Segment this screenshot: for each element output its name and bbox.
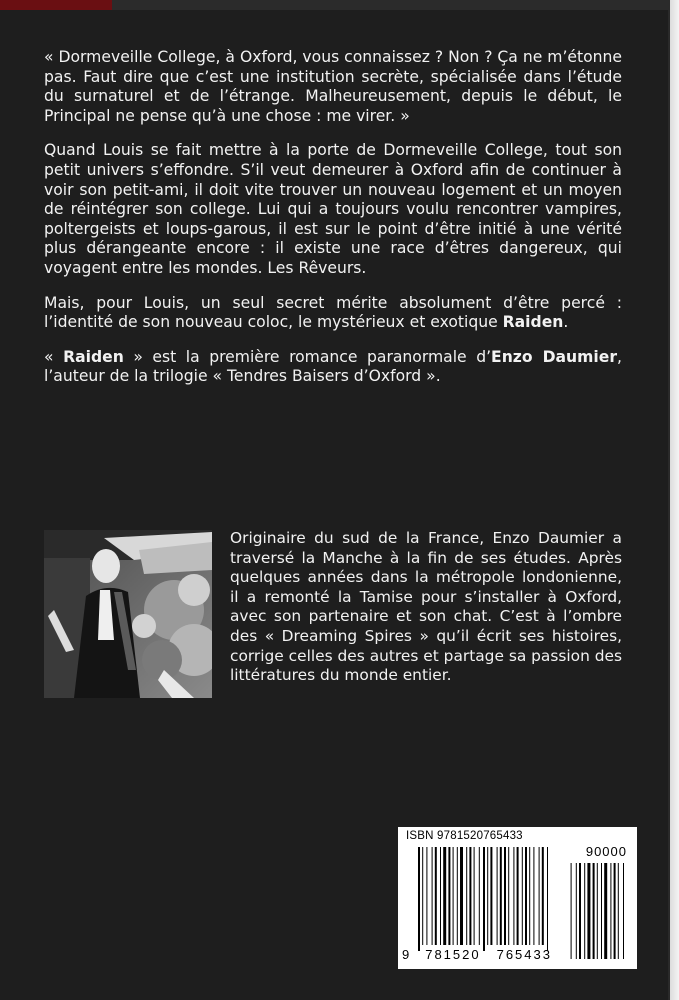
addon-bar: [604, 863, 607, 959]
blurb-paragraph-2: [44, 141, 622, 278]
barcode-bar: [533, 847, 534, 945]
page-edge: [670, 0, 679, 1000]
barcode-bar: [474, 847, 475, 945]
barcode-bar: [529, 847, 530, 945]
barcode-bar: [466, 847, 467, 945]
blurb-paragraph-3: [44, 294, 622, 333]
red-edge-mark: [0, 0, 112, 10]
addon-bar: [576, 863, 577, 959]
barcode-bar: [448, 847, 450, 945]
author-photo: [44, 530, 212, 698]
author-name: Enzo Daumier: [491, 347, 618, 366]
quote-open: «: [44, 347, 64, 366]
addon-bar: [623, 863, 624, 959]
addon-bar: [587, 863, 590, 959]
barcode-bar: [479, 847, 480, 945]
blurb-paragraph-3-end: .: [563, 313, 569, 332]
barcode-bar: [547, 847, 548, 951]
addon-bar: [618, 863, 619, 959]
barcode-bar: [490, 847, 492, 945]
addon-bar: [597, 863, 598, 959]
barcode-bar: [460, 847, 463, 945]
barcode-bar: [432, 847, 433, 945]
character-name: Raiden: [502, 313, 564, 332]
addon-bar: [579, 863, 581, 959]
barcode-bar: [422, 847, 423, 945]
barcode-bar: [517, 847, 519, 945]
barcode-bar: [539, 847, 540, 945]
blurb-paragraph-4-end: , l’auteur de la trilogie « Tendres Baisers d’Oxford ».: [44, 347, 622, 386]
barcode-bar: [426, 847, 427, 945]
isbn-digit-first: 9: [402, 947, 410, 962]
book-blurb: [44, 48, 622, 402]
barcode-bar: [440, 847, 441, 945]
addon-bar: [593, 863, 595, 959]
barcode-bar: [418, 847, 420, 951]
barcode-bar: [483, 847, 485, 951]
blurb-paragraph-3-text: Mais, pour Louis, un seul secret mérite absolument d’être percé : l’identité de son nouveau coloc, le mystérieux et exotique: [44, 293, 622, 332]
barcode-bar: [435, 847, 437, 945]
barcode-bar: [453, 847, 454, 945]
blurb-paragraph-4-text: » est la première romance paranormale d’: [123, 347, 492, 366]
isbn-barcode: [398, 827, 637, 969]
barcode-bar: [542, 847, 544, 945]
price-addon-number: 90000: [585, 844, 627, 859]
isbn-digit-group-2: 765433: [496, 947, 552, 962]
isbn-digit-group-1: 781520: [425, 947, 481, 962]
barcode-bar: [457, 847, 458, 945]
isbn-label: ISBN 9781520765433: [406, 830, 523, 842]
barcode-bar: [500, 847, 502, 945]
author-bio: Originaire du sud de la France, Enzo Daumier a traversé la Manche à la fin de ses études. Après quelques années dans la métropole londonienne, il a remonté la Tamise pour s’installer à Oxford, avec son partenaire et son chat. C’est à l’ombre des « Dreaming Spires » qu’il écrit ses histoires, corrige celles des autres et partage sa passion des littératures du monde entier.: [230, 529, 622, 685]
blurb-paragraph-1: « Dormeveille College, à Oxford, vous connaissez ? Non ? Ça ne m’étonne pas. Faut dire que c’est une institution secrète, spécialisée dans l’étude du surnaturel et de l’étrange. Malheureusement, depuis le début, le Principal ne pense qu’à une chose : me virer. »: [44, 48, 623, 125]
barcode-bar: [508, 847, 509, 945]
barcode-bar: [525, 847, 527, 945]
addon-bar: [584, 863, 585, 959]
addon-bar: [601, 863, 602, 959]
barcode-bar: [504, 847, 506, 945]
barcode-bar: [469, 847, 471, 945]
book-title: Raiden: [63, 347, 124, 366]
isbn-digits: [402, 947, 552, 962]
addon-bar: [614, 863, 616, 959]
barcode-bar: [443, 847, 446, 945]
barcode-bar: [487, 847, 488, 945]
barcode-bar: [513, 847, 514, 945]
barcode-bar: [522, 847, 523, 945]
blurb-paragraph-4: [44, 348, 622, 387]
addon-bar: [610, 863, 611, 959]
barcode-bar: [497, 847, 498, 945]
addon-bar: [571, 863, 572, 959]
top-edge-strip: [0, 0, 679, 10]
blurb-paragraph-2-text: Quand Louis se fait mettre à la porte de Dormeveille College, tout son petit univers s’effondre. S’il veut demeurer à Oxford afin de continuer à voir son petit-ami, il doit vite trouver un nouveau logement et un moyen de réintégrer son college. Lui qui a toujours voulu rencontrer vampires, poltergeists et loups-garous, il est sur le point d’être initié à une vérité plus dérangeante encore : il existe une race d’êtres dangereux, qui voyagent entre les mondes. Les Rêveurs.: [44, 141, 622, 277]
